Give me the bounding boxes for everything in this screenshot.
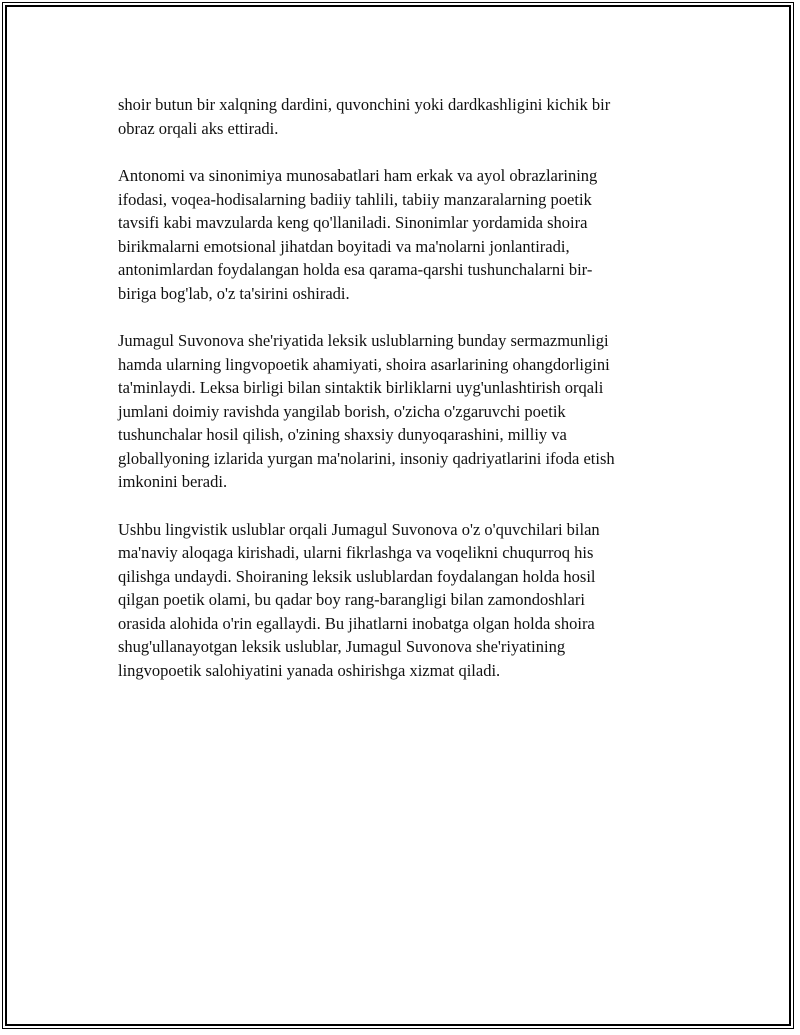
text-line: shoir butun bir xalqning dardini, quvonchini yoki dardkashligini kichik bir (118, 95, 611, 114)
text-line: birikmalarni emotsional jihatdan boyitadi va ma'nolarni jonlantiradi, (118, 236, 570, 256)
text-line: qilishga undaydi. Shoiraning leksik uslublardan foydalangan holda hosil (118, 566, 596, 586)
text-line: ma'naviy aloqaga kirishadi, ularni fikrlashga va voqelikni chuqurroq his (118, 543, 594, 562)
text-line: hamda ularning lingvopoetik ahamiyati, shoira asarlarining ohangdorligini (118, 354, 610, 374)
text-line: ta'minlaydi. Leksa birligi bilan sintaktik birliklarni uyg'unlashtirish orqali (118, 378, 604, 397)
document-body (118, 93, 678, 706)
text-line: tushunchalar hosil qilish, o'zining shaxsiy dunyoqarashini, milliy va (118, 425, 567, 444)
text-line: lingvopoetik salohiyatini yanada oshirishga xizmat qiladi. (118, 660, 501, 680)
text-line: Antonomi va sinonimiya munosabatlari ham erkak va ayol obrazlarining (118, 166, 598, 185)
text-line: tavsifi kabi mavzularda keng qo'llaniladi. Sinonimlar yordamida shoira (118, 213, 588, 232)
text-line: antonimlardan foydalangan holda esa qarama-qarshi tushunchalarni bir- (118, 260, 593, 279)
text-line: Jumagul Suvonova she'riyatida leksik uslublarning bunday sermazmunligi (118, 331, 609, 350)
paragraph-1 (118, 93, 678, 140)
text-line: imkonini beradi. (118, 472, 228, 491)
text-line: qilgan poetik olami, bu qadar boy rang-barangligi bilan zamondoshlari (118, 590, 585, 609)
text-line: obraz orqali aks ettiradi. (118, 118, 279, 138)
text-line: orasida alohida o'rin egallaydi. Bu jihatlarni inobatga olgan holda shoira (118, 613, 595, 633)
text-line: biriga bog'lab, o'z ta'sirini oshiradi. (118, 283, 350, 303)
text-line: jumlani doimiy ravishda yangilab borish, o'zicha o'zgaruvchi poetik (118, 401, 566, 421)
paragraph-3 (118, 329, 678, 494)
paragraph-4 (118, 518, 678, 683)
text-line: shug'ullanayotgan leksik uslublar, Jumagul Suvonova she'riyatining (118, 637, 566, 656)
text-line: ifodasi, voqea-hodisalarning badiiy tahlili, tabiiy manzaralarning poetik (118, 189, 592, 209)
paragraph-2 (118, 164, 678, 305)
text-line: globallyoning izlarida yurgan ma'nolarini, insoniy qadriyatlarini ifoda etish (118, 448, 615, 468)
text-line: Ushbu lingvistik uslublar orqali Jumagul Suvonova o'z o'quvchilari bilan (118, 519, 600, 539)
